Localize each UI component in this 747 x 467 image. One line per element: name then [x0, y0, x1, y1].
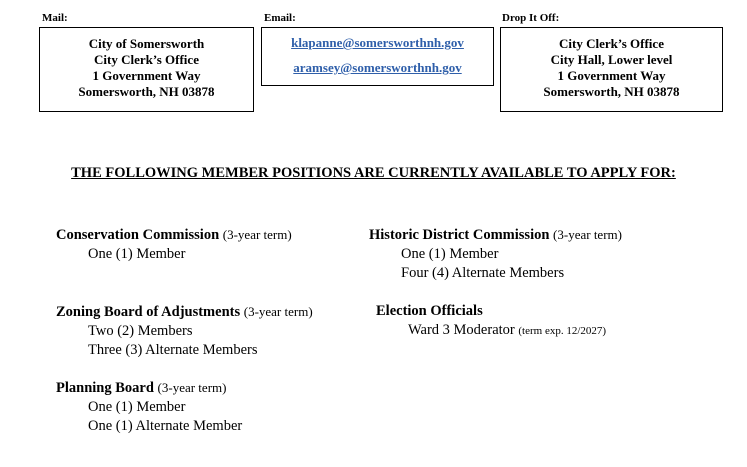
- mail-line: City Clerk’s Office: [94, 52, 199, 67]
- section-title-text: Historic District Commission: [369, 227, 550, 243]
- mail-label: Mail:: [42, 12, 68, 24]
- section-conservation-commission: [56, 225, 292, 264]
- mail-line: Somersworth, NH 03878: [78, 84, 215, 99]
- dropoff-line: Somersworth, NH 03878: [543, 84, 680, 99]
- section-title: [376, 302, 606, 321]
- section-title: [56, 225, 292, 245]
- position-item-text: Ward 3 Moderator: [408, 322, 515, 338]
- position-item: One (1) Member: [88, 399, 186, 415]
- dropoff-label: Drop It Off:: [502, 12, 560, 24]
- section-planning-board: [56, 378, 242, 436]
- term-label: (3-year term): [222, 227, 292, 242]
- section-title: [369, 225, 622, 245]
- dropoff-line: 1 Government Way: [557, 68, 666, 83]
- dropoff-line: City Hall, Lower level: [550, 52, 673, 67]
- position-item: Three (3) Alternate Members: [88, 342, 258, 358]
- term-label: (3-year term): [157, 380, 227, 395]
- term-label: (3-year term): [243, 304, 313, 319]
- section-title-text: Planning Board: [56, 380, 154, 396]
- position-item: One (1) Member: [88, 246, 186, 262]
- section-title: [56, 302, 313, 322]
- section-title-text: Election Officials: [376, 303, 483, 319]
- mail-line: City of Somersworth: [88, 36, 205, 51]
- dropoff-line: City Clerk’s Office: [559, 36, 664, 51]
- section-historic-district-commission: [369, 225, 622, 283]
- email-link-aramsey[interactable]: aramsey@somersworthnh.gov: [293, 60, 462, 75]
- position-item: One (1) Member: [401, 246, 499, 262]
- email-link-klapanne[interactable]: klapanne@somersworthnh.gov: [291, 35, 464, 50]
- section-title-text: Zoning Board of Adjustments: [56, 304, 241, 320]
- section-zoning-board: [56, 302, 313, 360]
- section-title-text: Conservation Commission: [56, 227, 220, 243]
- mail-line: 1 Government Way: [92, 68, 201, 83]
- mail-address-box: [39, 27, 254, 112]
- section-title: [56, 378, 242, 398]
- dropoff-address-box: [500, 27, 723, 112]
- positions-heading: THE FOLLOWING MEMBER POSITIONS ARE CURRENTLY AVAILABLE TO APPLY FOR:: [71, 165, 676, 181]
- position-item: Four (4) Alternate Members: [401, 265, 565, 281]
- term-note: (term exp. 12/2027): [518, 325, 607, 337]
- section-election-officials: [376, 302, 606, 341]
- term-label: (3-year term): [553, 227, 622, 242]
- position-item: One (1) Alternate Member: [88, 418, 243, 434]
- position-item: Two (2) Members: [88, 323, 193, 339]
- email-label: Email:: [264, 12, 296, 24]
- email-box: [261, 27, 494, 86]
- position-item: [376, 321, 606, 341]
